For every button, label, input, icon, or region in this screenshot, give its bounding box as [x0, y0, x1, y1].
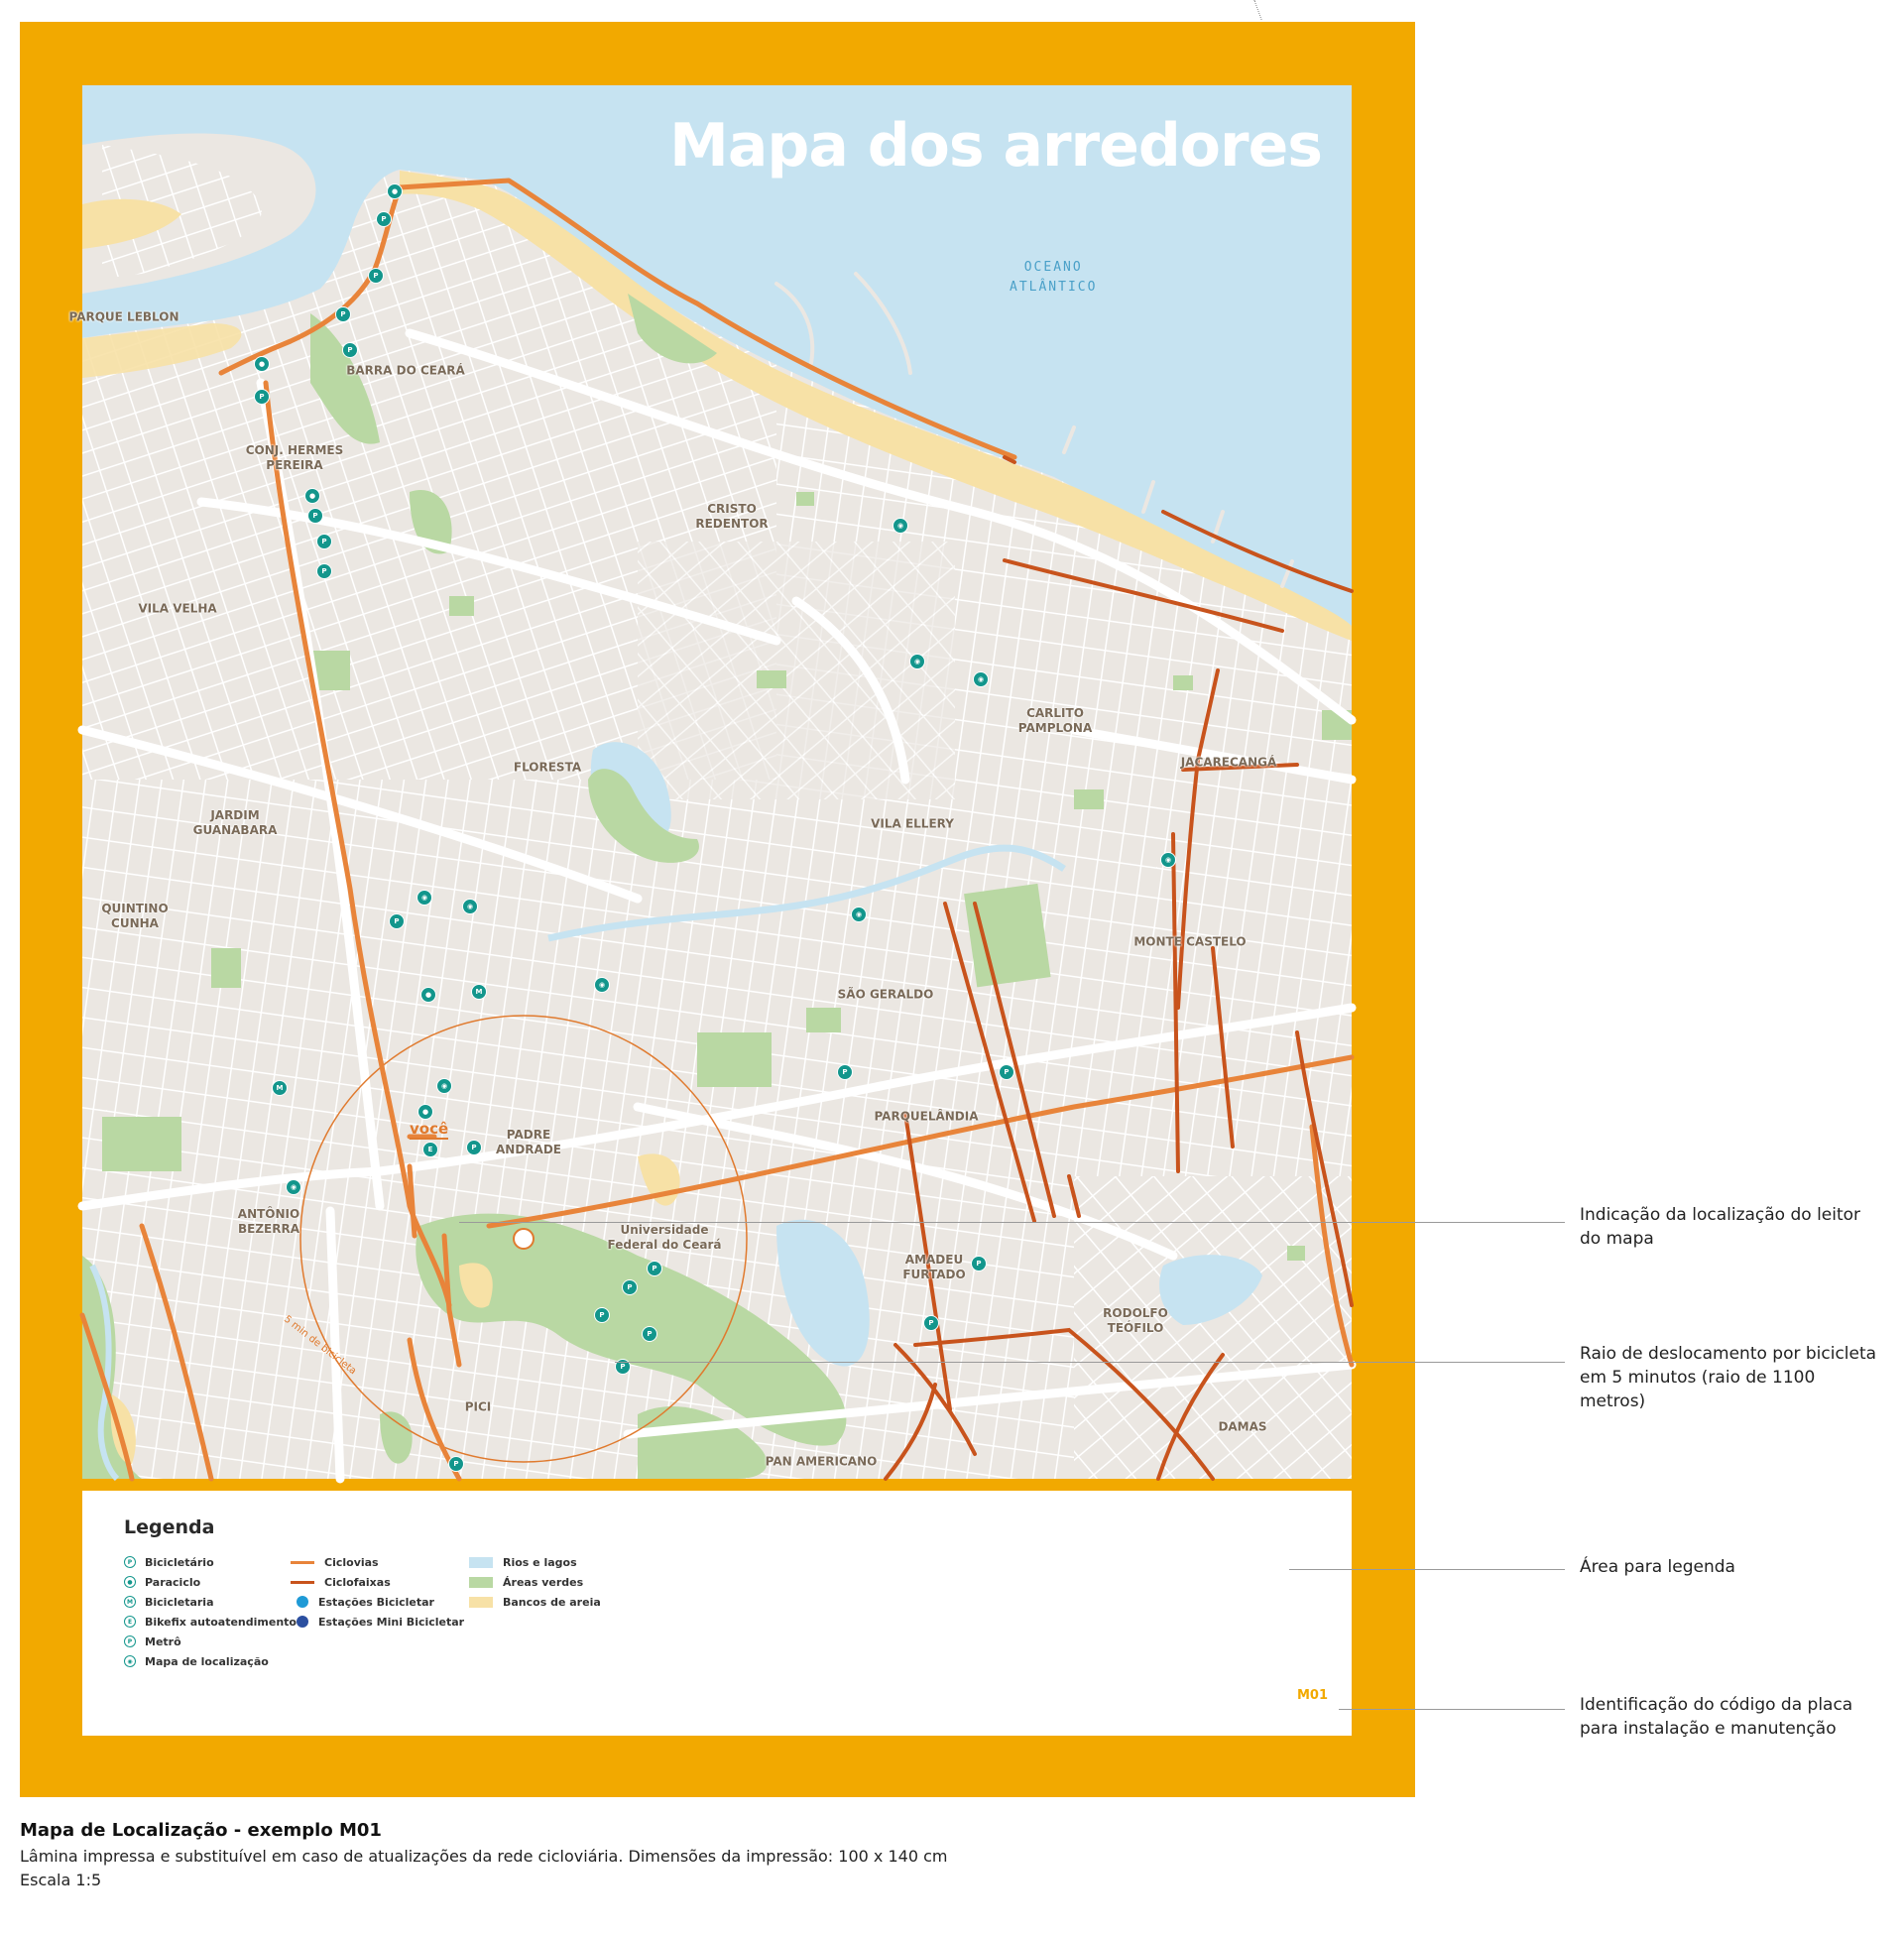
bicicletar-dot [297, 1596, 308, 1608]
bicicletario-icon[interactable]: P [389, 913, 405, 929]
you-are-here-label: você [410, 1120, 449, 1138]
green-swatch [469, 1577, 493, 1588]
map-title: Mapa dos arredores [669, 111, 1322, 181]
bikefix-icon[interactable]: E [422, 1142, 438, 1157]
leader-line-code [1339, 1709, 1565, 1710]
mapa-localizacao-icon[interactable]: ◉ [1160, 852, 1176, 868]
annotation-code: Identificação do código da placa para instalação e manutenção [1580, 1695, 1853, 1739]
bicicletario-icon: P [124, 1556, 136, 1568]
bicicletario-icon[interactable]: P [923, 1315, 939, 1331]
annotation-location: Indicação da localização do leitor do mapa [1580, 1205, 1861, 1249]
leader-line-location [459, 1222, 1565, 1223]
bicicletario-icon[interactable]: P [335, 306, 351, 322]
paraciclo-icon[interactable]: ● [387, 183, 403, 199]
paraciclo-icon[interactable]: ● [254, 356, 270, 372]
annotation-radius: Raio de deslocamento por bicicleta em 5 minutos (raio de 1100 metros) [1580, 1344, 1877, 1411]
bicicletario-icon[interactable]: P [971, 1256, 987, 1271]
neighborhood-label: PADRE ANDRADE [496, 1128, 561, 1156]
paraciclo-icon[interactable]: ● [420, 987, 436, 1003]
radius-label: 5 min de bicicleta [282, 1313, 359, 1378]
mapa-localizacao-icon[interactable]: ◉ [286, 1179, 301, 1195]
ocean-label-line1: OCEANO [1023, 260, 1083, 275]
neighborhood-label: FLORESTA [513, 760, 582, 775]
leader-line-radius [615, 1362, 1565, 1363]
annotation-legend: Área para legenda [1580, 1557, 1735, 1577]
bicicletario-icon[interactable]: P [448, 1456, 464, 1472]
neighborhood-label: MONTE CASTELO [1133, 934, 1247, 949]
bicicletario-icon[interactable]: P [647, 1261, 662, 1276]
mapa-localizacao-icon[interactable]: ◉ [436, 1078, 452, 1094]
legend-item: M Bicicletaria [124, 1592, 297, 1612]
bicicletario-icon[interactable]: P [622, 1279, 638, 1295]
leader-line-legend [1289, 1569, 1565, 1570]
mapa-localizacao-icon[interactable]: ◉ [416, 890, 432, 906]
bicicletario-icon[interactable]: P [368, 268, 384, 284]
neighborhood-label: PARQUELÂNDIA [874, 1109, 979, 1124]
neighborhood-label: SÃO GERALDO [837, 987, 934, 1002]
paraciclo-icon[interactable]: ● [304, 488, 320, 504]
neighborhood-label: Universidade Federal do Ceará [607, 1223, 722, 1252]
legend-item: ● Paraciclo [124, 1572, 297, 1592]
neighborhood-label: QUINTINO CUNHA [101, 902, 169, 930]
bicicletario-icon[interactable]: P [999, 1064, 1014, 1080]
neighborhood-label: VILA ELLERY [871, 816, 954, 831]
caption-title: Mapa de Localização - exemplo M01 [20, 1820, 382, 1841]
metro-icon: P [124, 1635, 136, 1647]
bicicletario-icon[interactable]: P [837, 1064, 853, 1080]
metro-icon[interactable]: M [272, 1080, 288, 1096]
neighborhood-label: JARDIM GUANABARA [192, 808, 278, 837]
mapa-localizacao-icon: ◉ [124, 1655, 136, 1667]
you-are-here-marker [513, 1228, 535, 1250]
neighborhood-label: PICI [464, 1399, 492, 1414]
bicicletario-icon[interactable]: P [316, 563, 332, 579]
neighborhood-label: CONJ. HERMES PEREIRA [245, 443, 344, 472]
mapa-localizacao-icon[interactable]: ◉ [973, 671, 989, 687]
sand-swatch [469, 1597, 493, 1608]
map-area[interactable] [68, 85, 1352, 1479]
bicicletario-icon[interactable]: P [254, 389, 270, 405]
neighborhood-label: ANTÔNIO BEZERRA [237, 1207, 300, 1236]
neighborhood-label: CARLITO PAMPLONA [1017, 706, 1093, 735]
legend-item: Estações Mini Bicicletar [291, 1612, 464, 1632]
water-swatch [469, 1557, 493, 1568]
legend-item: Áreas verdes [469, 1572, 601, 1592]
neighborhood-label: AMADEU FURTADO [902, 1253, 966, 1281]
paraciclo-icon: ● [124, 1576, 136, 1588]
legend-item: P Metrô [124, 1632, 297, 1651]
neighborhood-label: JACARECANGÁ [1180, 755, 1277, 770]
legend-item: Ciclofaixas [291, 1572, 464, 1592]
paraciclo-icon[interactable]: ● [417, 1104, 433, 1120]
mapa-localizacao-icon[interactable]: ◉ [462, 899, 478, 914]
neighborhood-label: CRISTO REDENTOR [695, 502, 769, 531]
legend-item: Rios e lagos [469, 1552, 601, 1572]
sign-code: M01 [1296, 1688, 1328, 1703]
bicicletario-icon[interactable]: P [307, 508, 323, 524]
bicicletario-icon[interactable]: P [466, 1140, 482, 1155]
legend-title: Legenda [124, 1516, 215, 1538]
neighborhood-label: BARRA DO CEARÁ [346, 363, 465, 378]
ciclovia-swatch [291, 1561, 314, 1564]
caption-scale: Escala 1:5 [20, 1871, 102, 1889]
bicicletario-icon[interactable]: P [642, 1326, 657, 1342]
legend-item: Bancos de areia [469, 1592, 601, 1612]
legend-col-icons [124, 1552, 297, 1671]
corner-dotted-line [1244, 0, 1261, 20]
neighborhood-label: VILA VELHA [138, 601, 217, 616]
ocean-label [1010, 258, 1097, 298]
bicicletario-icon[interactable]: P [594, 1307, 610, 1323]
legend-item: Estações Bicicletar [291, 1592, 464, 1612]
bicicletario-icon[interactable]: P [615, 1359, 631, 1375]
bicicletario-icon[interactable]: P [316, 534, 332, 549]
legend-col-lines [291, 1552, 464, 1632]
ocean-label-line2: ATLÂNTICO [1010, 280, 1098, 295]
legend-panel [82, 1491, 1352, 1736]
bicicletario-icon[interactable]: P [376, 211, 392, 227]
mini-bicicletar-dot [297, 1616, 308, 1628]
bicicletario-icon[interactable]: P [342, 342, 358, 358]
map-graphic [82, 85, 1352, 1479]
mapa-localizacao-icon[interactable]: ◉ [851, 907, 867, 922]
metro-icon[interactable]: M [471, 984, 487, 1000]
neighborhood-label: PAN AMERICANO [765, 1454, 878, 1469]
bicicletaria-icon: M [124, 1596, 136, 1608]
ciclofaixa-swatch [291, 1581, 314, 1584]
legend-item: ◉ Mapa de localização [124, 1651, 297, 1671]
neighborhood-label: PARQUE LEBLON [68, 309, 179, 324]
neighborhood-label: RODOLFO TEÓFILO [1103, 1306, 1168, 1335]
legend-col-areas [469, 1552, 601, 1612]
bikefix-icon: E [124, 1616, 136, 1628]
caption-description: Lâmina impressa e substituível em caso de atualizações da rede cicloviária. Dimensões da impressão: 100 x 140 cm [20, 1847, 948, 1866]
mapa-localizacao-icon[interactable]: ◉ [594, 977, 610, 993]
mapa-localizacao-icon[interactable]: ◉ [909, 654, 925, 669]
legend-item: P Bicicletário [124, 1552, 297, 1572]
legend-item: E Bikefix autoatendimento [124, 1612, 297, 1632]
neighborhood-label: DAMAS [1218, 1419, 1267, 1434]
legend-item: Ciclovias [291, 1552, 464, 1572]
mapa-localizacao-icon[interactable]: ◉ [892, 518, 908, 534]
